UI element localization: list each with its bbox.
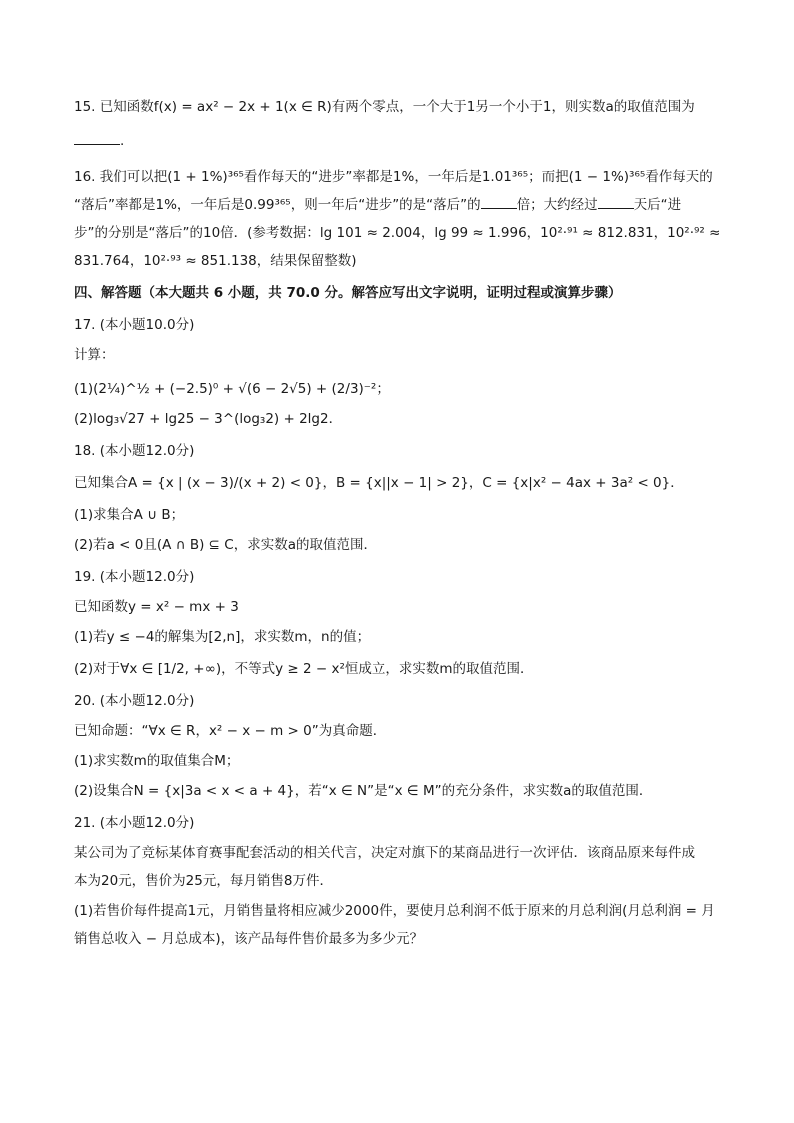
q19-part2: (2)对于∀x ∈ [1/2, +∞)，不等式y ≥ 2 − x²恒成立，求实数m的取值范围． [74,661,534,677]
q16-line2c: 天后“进 [633,197,682,213]
document-page [74,96,724,950]
q21-heading: 21. (本小题12.0分) [74,815,195,831]
q21-intro-line1: 某公司为了竞标某体育赛事配套活动的相关代言，决定对旗下的某商品进行一次评估．该商品原来每件成 [74,845,695,861]
q18-part1: (1)求集合A ∪ B； [74,507,185,523]
q21-intro-line2: 本为20元，售价为25元，每月销售8万件． [74,873,333,889]
q20-part2: (2)设集合N = {x|3a < x < a + 4}，若“x ∈ N”是“x ∈ M”的充分条件，求实数a的取值范围． [74,783,653,799]
q19-part1: (1)若y ≤ −4的解集为[2,n]，求实数m，n的值； [74,629,371,645]
q17-intro: 计算： [74,347,115,363]
q19-intro: 已知函数y = x² − mx + 3 [74,599,239,615]
q20-intro: 已知命题：“∀x ∈ R，x² − x − m > 0”为真命题． [74,723,387,739]
q21-part1-line1: (1)若售价每件提高1元，月销售量将相应减少2000件，要使月总利润不低于原来的月总利润(月总利润 = 月 [74,903,715,919]
q15-line2 [74,130,724,152]
q16-blank-1 [481,194,517,209]
q20-part1: (1)求实数m的取值集合M； [74,753,240,769]
q17-part2: (2)log₃√27 + lg25 − 3^(log₃2) + 2lg2． [74,411,343,427]
q19-heading: 19. (本小题12.0分) [74,569,195,585]
q16-line2b: 倍；大约经过 [516,197,598,213]
q16-line2a: “落后”率都是1%，一年后是0.99³⁶⁵，则一年后“进步”的是“落后”的 [74,197,481,213]
q16-line1: 16. 我们可以把(1 + 1%)³⁶⁵看作每天的“进步”率都是1%，一年后是1.01³⁶⁵；而把(1 − 1%)³⁶⁵看作每天的 [74,169,713,185]
section-heading: 四、解答题（本大题共 6 小题，共 70.0 分。解答应写出文字说明，证明过程或演算步骤） [74,285,622,301]
q18-part2: (2)若a < 0且(A ∩ B) ⊆ C，求实数a的取值范围． [74,537,377,553]
q20-heading: 20. (本小题12.0分) [74,693,195,709]
q15-answer-blank [74,130,120,145]
q15-line2-end: . [120,133,125,149]
q17-part1: (1)(2¼)^½ + (−2.5)⁰ + √(6 − 2√5) + (2/3)⁻²； [74,381,390,397]
q18-heading: 18. (本小题12.0分) [74,443,195,459]
q16-line2 [74,194,724,216]
q18-intro: 已知集合A = {x | (x − 3)/(x + 2) < 0}，B = {x||x − 1| > 2}，C = {x|x² − 4ax + 3a² < 0}． [74,475,684,491]
q15-line1: 15. 已知函数f(x) = ax² − 2x + 1(x ∈ R)有两个零点，一个大于1另一个小于1，则实数a的取值范围为 [74,99,695,115]
q21-part1-line2: 销售总收入 − 月总成本)，该产品每件售价最多为多少元？ [74,931,424,947]
q16-line3: 步”的分别是“落后”的10倍．(参考数据：lg 101 ≈ 2.004，lg 99 ≈ 1.996，10²·⁹¹ ≈ 812.831，10²·⁹² ≈ [74,225,721,241]
q17-heading: 17. (本小题10.0分) [74,317,195,333]
q16-line4: 831.764，10²·⁹³ ≈ 851.138，结果保留整数) [74,253,357,269]
q16-blank-2 [598,194,634,209]
